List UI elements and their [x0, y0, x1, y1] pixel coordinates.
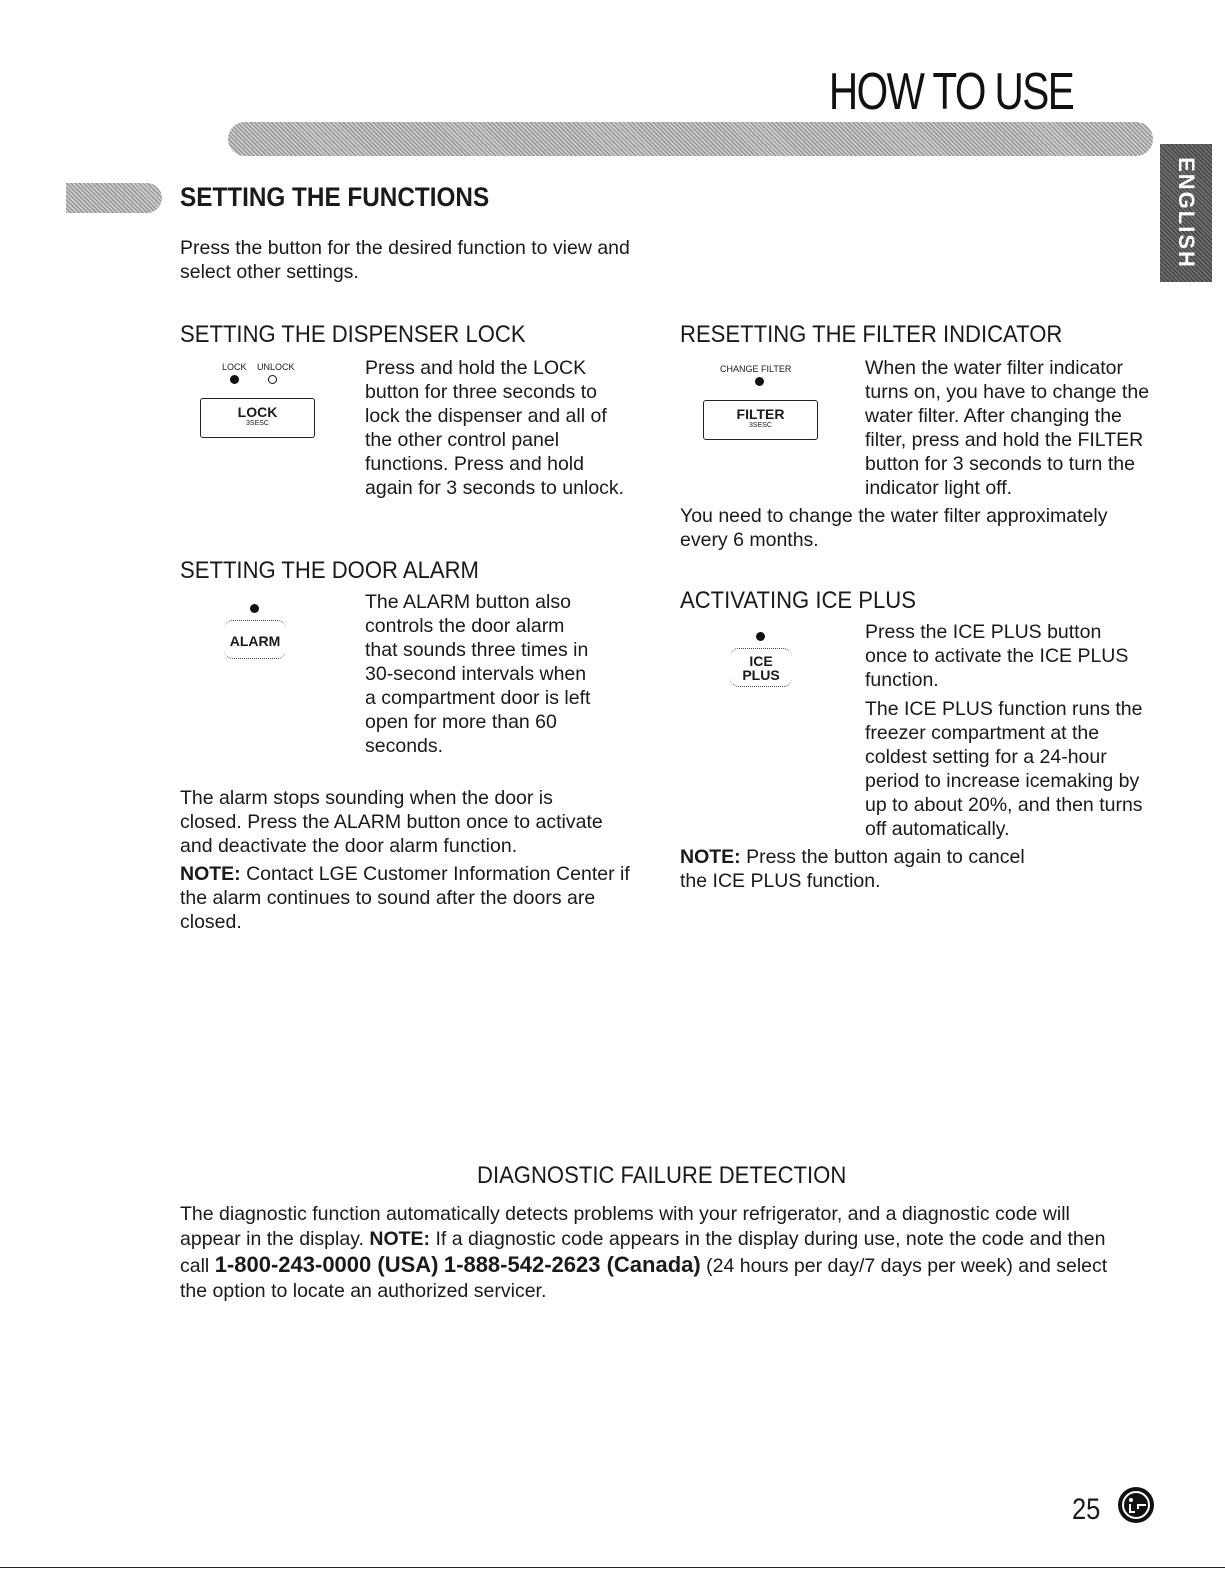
filter-heading: RESETTING THE FILTER INDICATOR	[680, 321, 1063, 348]
unlock-indicator-ring	[268, 375, 277, 384]
filter-button[interactable]	[703, 400, 818, 440]
bottom-rule	[0, 1567, 1225, 1568]
change-filter-label: CHANGE FILTER	[720, 364, 792, 374]
door-alarm-note	[180, 862, 640, 934]
door-alarm-note-label: NOTE:	[180, 863, 241, 885]
filter-text-2: You need to change the water filter approximately every 6 months.	[680, 505, 1108, 551]
ice-plus-button-line2: PLUS	[742, 667, 780, 683]
section-title: SETTING THE FUNCTIONS	[180, 182, 490, 212]
ice-plus-button-line1: ICE	[749, 653, 773, 669]
ice-plus-arc-bottom	[730, 678, 792, 687]
dispenser-lock-text: Press and hold the LOCK button for three seconds to lock the dispenser and all of the other control panel functions. Press and hold again for 3 seconds to unlock.	[365, 357, 625, 499]
diagnostic-text-a: The diagnostic function automatically detects problems with your refrigerator, and a diagnostic code will appear in the display.	[180, 1203, 1070, 1250]
ice-plus-heading: ACTIVATING ICE PLUS	[680, 587, 916, 614]
alarm-button-arc-top	[224, 620, 286, 629]
lock-button-sub: 3SESC	[246, 420, 269, 427]
page-number: 25	[1072, 1493, 1101, 1526]
door-alarm-heading: SETTING THE DOOR ALARM	[180, 557, 479, 584]
ice-plus-note-text: Press the button again to cancel the ICE PLUS function.	[680, 846, 1025, 892]
diagnostic-text-b: If a diagnostic code appears in the display during use, note the code and then call	[180, 1228, 1106, 1277]
language-tab-label: ENGLISH	[1174, 157, 1199, 269]
filter-button-sub: 3SESC	[749, 422, 772, 429]
door-alarm-text: The ALARM button also controls the door alarm that sounds three times in 30-second intervals when a compartment door is left open for more than 60 seconds.	[365, 591, 591, 757]
ice-plus-text-2: The ICE PLUS function runs the freezer compartment at the coldest setting for a 24-hour period to increase icemaking by up to about 20%, and then turns off automatically.	[865, 698, 1143, 840]
alarm-indicator-dot	[250, 604, 259, 613]
lock-button-label: LOCK	[237, 404, 278, 420]
section-marker	[66, 183, 162, 213]
phone-usa: 1-800-243-0000 (USA)	[214, 1252, 439, 1277]
lock-indicator-dot	[230, 375, 239, 384]
diagnostic-heading: DIAGNOSTIC FAILURE DETECTION	[477, 1162, 847, 1189]
filter-indicator-dot	[755, 377, 764, 386]
ice-plus-text: Press the ICE PLUS button once to activate the ICE PLUS function.	[865, 621, 1129, 691]
lock-indicator-label: LOCK	[222, 362, 247, 372]
ice-plus-note	[680, 845, 1050, 893]
diagnostic-text-c: (24 hours per day/7 days per week) and select the option to locate an authorized servicer.	[180, 1255, 1108, 1302]
door-alarm-text-2: The alarm stops sounding when the door is closed. Press the ALARM button once to activate and deactivate the door alarm function.	[180, 787, 603, 857]
diagnostic-text	[180, 1202, 1130, 1304]
unlock-indicator-label: UNLOCK	[257, 362, 295, 372]
phone-canada: 1-888-542-2623 (Canada)	[443, 1252, 701, 1277]
section-intro: Press the button for the desired function to view and select other settings.	[180, 237, 630, 283]
alarm-button-arc-bottom	[224, 650, 286, 659]
door-alarm-note-text: Contact LGE Customer Information Center if the alarm continues to sound after the doors are closed.	[180, 863, 630, 933]
dispenser-lock-heading: SETTING THE DISPENSER LOCK	[180, 321, 526, 348]
diagnostic-note-label: NOTE:	[369, 1228, 431, 1250]
language-tab	[1160, 144, 1212, 282]
filter-text: When the water filter indicator turns on, you have to change the water filter. After changing the filter, press and hold the FILTER button for 3 seconds to turn the indicator light off.	[865, 357, 1150, 499]
lg-logo-icon	[1118, 1487, 1154, 1523]
header-bar	[228, 122, 1153, 156]
ice-plus-note-label: NOTE:	[680, 846, 741, 868]
ice-plus-indicator-dot	[756, 632, 765, 641]
page-header-title: HOW TO USE	[828, 63, 1073, 121]
lock-button[interactable]	[200, 398, 315, 438]
alarm-button[interactable]: ALARM	[229, 633, 281, 649]
filter-button-label: FILTER	[736, 406, 785, 422]
